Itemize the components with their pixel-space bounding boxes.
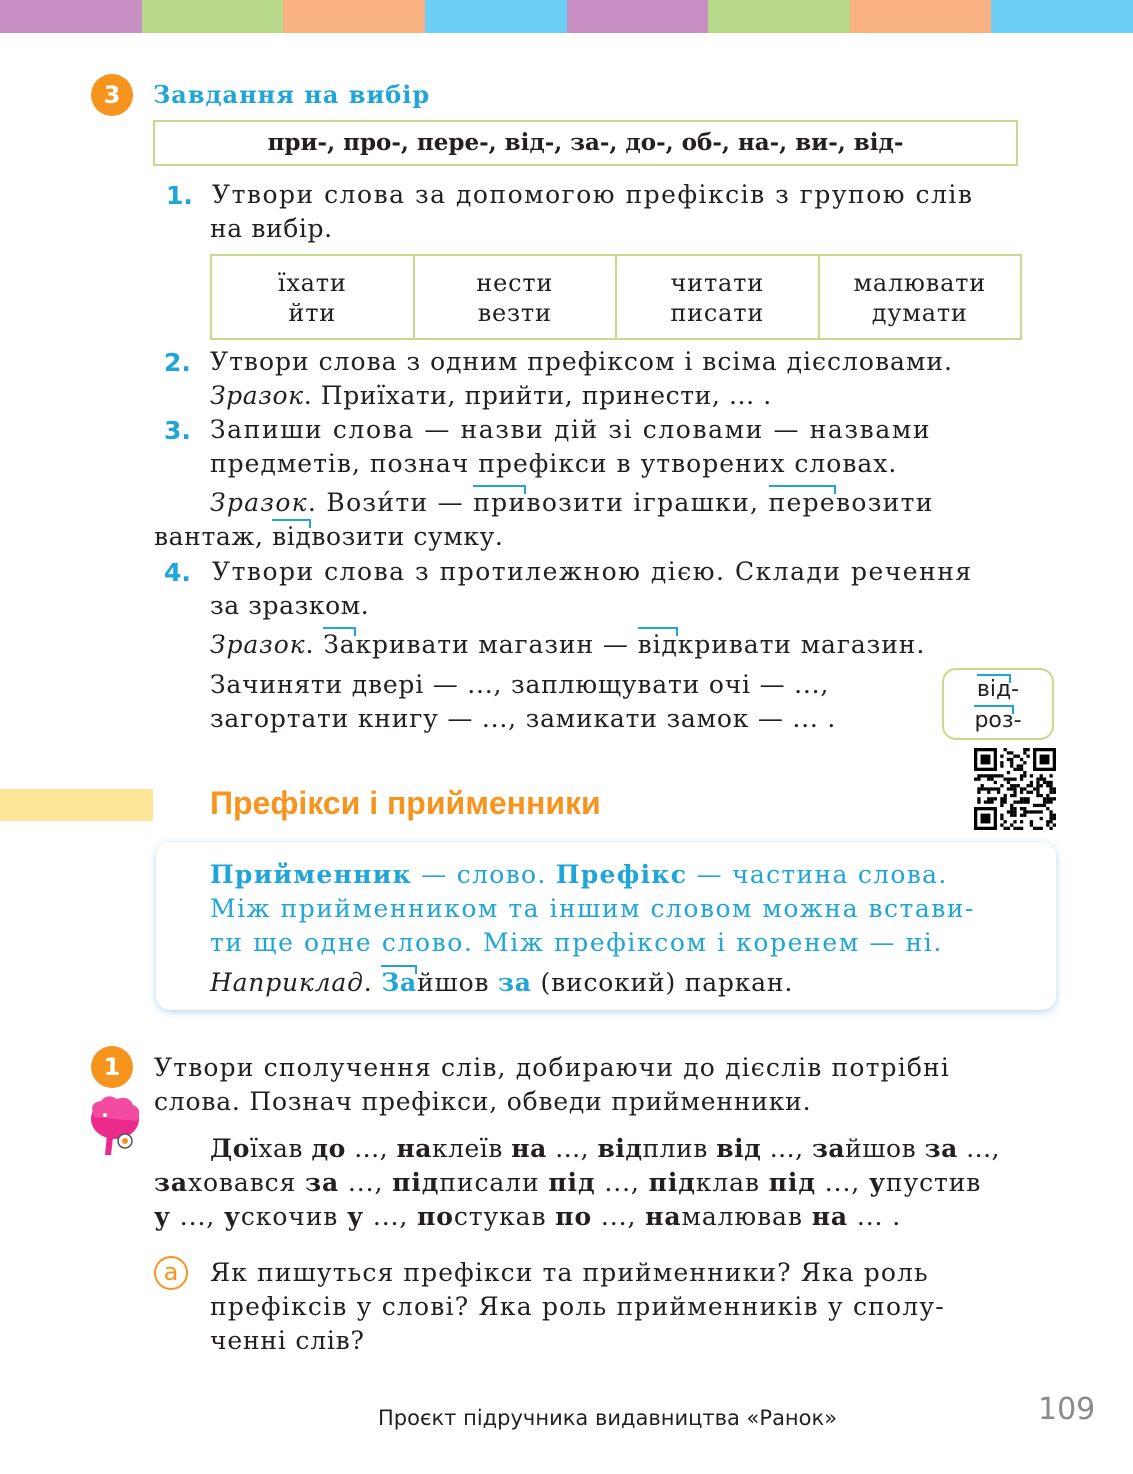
exercise-line: загортати книгу — ..., замикати замок — ... . [210,704,837,733]
text-fragment: клеїв [431,1134,512,1163]
rule-term: Префікс [555,860,688,889]
item-text: Утвори слова з одним префіксом і всіма дієсловами. [210,347,954,376]
bold-fragment: по [417,1202,454,1231]
text-fragment: пустив [885,1168,982,1197]
bold-fragment: на [511,1134,547,1163]
item-text: предметів, познач префікси в утворених словах. [210,449,898,478]
preposition: за [498,968,532,997]
sample-label: Зразок [210,381,304,410]
bold-fragment: на [645,1202,682,1231]
task-text: Утвори сполучення слів, добираючи до дієслів потрібні [154,1053,951,1082]
exercise-line [154,1168,981,1197]
text-fragment: ..., [592,1202,646,1231]
rule-text: — слово. [412,860,556,889]
prefix-mark: роз [974,708,1014,733]
color-segment [850,0,992,33]
sample-label: Зразок [210,630,306,659]
bold-fragment: по [555,1202,593,1231]
task-badge: 3 [91,74,133,116]
prefix-mark: від [637,630,678,659]
bold-fragment: у [869,1168,886,1197]
example-text: йшов [417,968,499,997]
bold-fragment: від [716,1134,762,1163]
word-table [210,254,1022,340]
prefix-mark: пере [768,488,837,517]
text-fragment: скочив [240,1202,348,1231]
sample-line [154,522,503,551]
rule-example [210,968,793,997]
bold-fragment: на [396,1134,432,1163]
item-number: 2. [164,348,191,377]
item-number: 3. [164,416,191,445]
prefix-list-box: при-, про-, пере-, від-, за-, до-, об-, на-, ви-, від- [153,120,1018,166]
word: малювати [853,269,987,297]
sample-text: . [305,630,324,659]
bold-fragment: за [305,1168,340,1197]
color-segment [0,0,142,33]
top-color-bar [0,0,1133,33]
item-text: Утвори слова за допомогою префіксів з групою слів [212,180,974,209]
exercise-line [154,1202,901,1231]
sample-text: кривати магазин. [677,630,926,659]
sample-text: возити [836,488,934,517]
sample-text: возити сумку. [311,522,504,551]
question-line: префіксів у слові? Яка роль прийменників у сполу- [210,1292,945,1321]
rule-term: Прийменник [210,860,412,889]
task-badge: 1 [91,1046,133,1088]
footer-text: Проєкт підручника видавництва «Ранок» [378,1406,838,1430]
color-segment [283,0,425,33]
word: їхати [277,269,347,297]
bold-fragment: за [811,1134,846,1163]
text-fragment: ..., [815,1168,869,1197]
word-table-cell [415,256,618,338]
bold-fragment: До [210,1134,250,1163]
rule-line [210,860,948,889]
prefix-mark: від [976,677,1012,702]
bold-fragment: на [811,1202,848,1231]
item-text: на вибір. [210,214,333,243]
mascot-icon [85,1093,143,1161]
example-text: (високий) паркан. [531,968,794,997]
prefix-mark: За [381,968,418,997]
color-segment [142,0,284,33]
sample-text: кривати магазин — [355,630,638,659]
item-text: за зразком. [210,591,370,620]
section-marker-bar [0,789,153,821]
text-fragment: ..., [170,1202,224,1231]
text-fragment: ..., [957,1134,1000,1163]
sample-label: Зразок [210,488,308,517]
page-number: 109 [1038,1392,1096,1427]
task-title: Завдання на вибір [153,80,431,109]
bold-fragment: під [768,1168,816,1197]
bold-fragment: у [224,1202,241,1231]
text-fragment: стукав [453,1202,556,1231]
prefix-mark: при [473,488,527,517]
text-fragment: ..., [761,1134,812,1163]
word: читати [670,269,765,297]
color-segment [567,0,709,33]
color-segment [425,0,567,33]
prefix-mark: За [323,630,356,659]
section-title: Префікси і прийменники [210,785,601,821]
color-segment [708,0,850,33]
text-fragment: плив [642,1134,717,1163]
text-fragment: малював [681,1202,812,1231]
word: везти [477,299,552,327]
sample-text: возити іграшки, [526,488,769,517]
rule-line: Між прийменником та іншим словом можна встави- [210,894,975,923]
exercise-line [210,1134,1000,1163]
word: думати [871,299,968,327]
bold-fragment: під [392,1168,440,1197]
color-segment [991,0,1133,33]
hint-prefix: роз- [974,708,1022,733]
example-text: . [363,968,382,997]
rule-line: ти ще одне слово. Між префіксом і коренем — ні. [210,928,943,957]
text-fragment: ..., [364,1202,418,1231]
question-marker: а [154,1256,188,1290]
text-fragment: ..., [546,1134,598,1163]
word: нести [476,269,554,297]
example-label: Наприклад [210,968,364,997]
sample-line [210,381,772,410]
rule-text: — частина слова. [687,860,948,889]
bold-fragment: у [154,1202,171,1231]
word: йти [288,299,337,327]
text-fragment: ..., [339,1168,393,1197]
question-line: ченні слів? [210,1326,365,1355]
item-number: 4. [164,558,191,587]
hint-prefix: від- [976,677,1020,702]
word-table-cell [212,256,415,338]
bold-fragment: у [347,1202,365,1231]
hint-box [942,668,1054,740]
word: писати [670,299,765,327]
text-fragment: ..., [595,1168,649,1197]
item-text: Утвори слова з протилежною дією. Склади речення [212,557,973,586]
sample-line [210,488,934,517]
exercise-line: Зачиняти двері — ..., заплющувати очі — ..., [210,670,830,699]
item-text: Запиши слова — назви дій зі словами — назвами [210,415,932,444]
sample-text: . Приїхати, прийти, принести, ... . [303,381,772,410]
sample-text: вантаж, [154,522,273,551]
sample-text: . Вози́ти — [307,488,474,517]
bold-fragment: за [154,1168,188,1197]
qr-code-icon[interactable] [974,748,1056,830]
text-fragment: клав [695,1168,769,1197]
bold-fragment: до [311,1134,346,1163]
word-table-cell [617,256,820,338]
text-fragment: їхав [249,1134,312,1163]
bold-fragment: під [548,1168,596,1197]
text-fragment: ..., [345,1134,397,1163]
bold-fragment: за [924,1134,958,1163]
bold-fragment: від [597,1134,643,1163]
text-fragment: писали [439,1168,549,1197]
text-fragment: йшов [845,1134,925,1163]
task-text: слова. Познач префікси, обведи прийменники. [154,1087,812,1116]
text-fragment: ховався [187,1168,306,1197]
bold-fragment: під [648,1168,696,1197]
item-number: 1. [166,181,193,210]
text-fragment: ... . [848,1202,902,1231]
prefix-mark: від [272,522,312,551]
sample-line [210,630,925,659]
question-line: Як пишуться префікси та прийменники? Яка роль [210,1258,929,1287]
word-table-cell [820,256,1021,338]
